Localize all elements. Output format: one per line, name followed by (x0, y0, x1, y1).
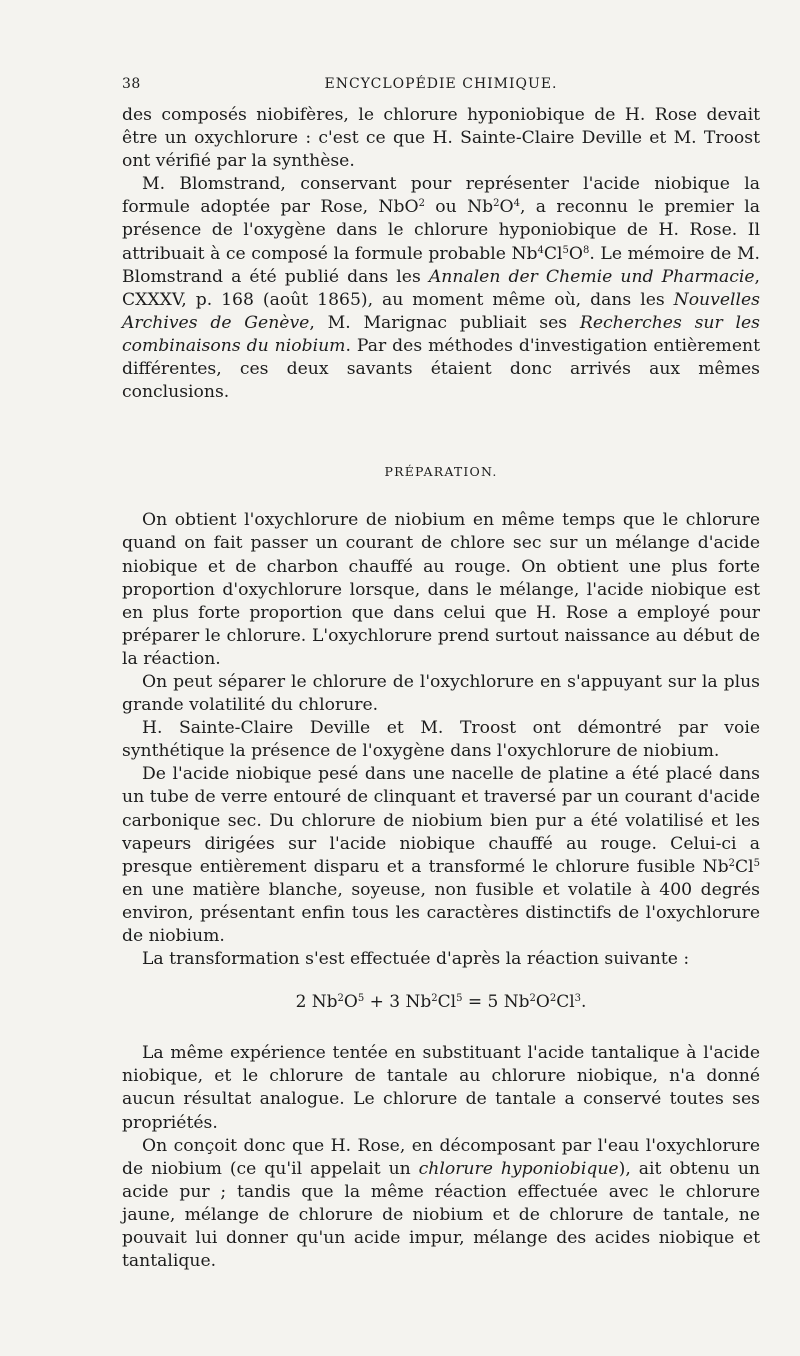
p6-sup-b: 5 (753, 857, 760, 869)
paragraph-3: On obtient l'oxychlorure de niobium en même temps que le chlorure quand on fait passer un courant de chlore sec sur un mélange d'acide niobique et de charbon chauffé au rouge. On obtient une plus forte proportion d'oxychlorure lorsque, dans le mélange, l'acide niobique est en plus forte proportion que dans celui que H. Rose a employé pour préparer le chlorure. L'oxychlorure prend surtout naissance au début de la réaction. (122, 510, 760, 669)
p2-text-j: . Par des méthodes d'investigation entièrement différentes, ces deux savants étaient donc arrivés aux mêmes conclusions. (122, 335, 760, 403)
paragraph-2 (122, 173, 760, 404)
paragraph-8: La même expérience tentée en substituant l'acide tantalique à l'acide niobique, et le chlorure de tantale au chlorure niobique, n'a donné aucun résultat analogue. Le chlorure de tantale a conservé toutes ses propriétés. (122, 1043, 760, 1133)
paragraph-6 (122, 763, 760, 948)
paragraph-4: On peut séparer le chlorure de l'oxychlorure en s'appuyant sur la plus grande volatilité du chlorure. (122, 671, 760, 716)
eq-part-2: O (343, 992, 358, 1013)
p2-sup-c: 4 (513, 198, 520, 210)
running-head (122, 76, 760, 104)
p2-text-c: O (499, 197, 514, 218)
eq-part-1: 2 Nb (295, 992, 338, 1013)
p2-text-f: O (568, 243, 583, 264)
p9-text-a: On conçoit donc que H. Rose, en décomposant par l'eau l'oxychlorure de niobium (ce qu'il appelait un (122, 1135, 760, 1179)
p2-sup-d: 4 (537, 244, 544, 256)
p2-sup-e: 5 (562, 244, 569, 256)
eq-part-8: . (581, 992, 587, 1013)
p2-text-d: , a reconnu le premier la présence de l'oxygène dans le chlorure hyponiobique de H. Rose. Il attribuait à ce composé la formule probable Nb (122, 197, 760, 264)
eq-part-4: Cl (437, 992, 457, 1013)
p2-text-h: , CXXXV, p. 168 (août 1865), au moment même où, dans les (122, 266, 760, 310)
page-number: 38 (122, 76, 141, 92)
body-text (122, 104, 760, 1273)
paragraph-5: H. Sainte-Claire Deville et M. Troost ont démontré par voie synthétique la présence de l'oxygène dans l'oxychlorure de niobium. (122, 718, 760, 762)
eq-sup-6: 2 (549, 993, 557, 1005)
reaction-equation (122, 991, 760, 1014)
p2-sup-a: 2 (418, 198, 425, 210)
p2-text-b: ou Nb (424, 197, 494, 218)
p6-text-a: De l'acide niobique pesé dans une nacelle de platine a été placé dans un tube de verre entouré de clinquant et traversé par un courant d'acide carbonique sec. Du chlorure de niobium bien pur a été volatilisé et les vapeurs dirigées sur l'acide niobique chauffé au rouge. Celui-ci a presque entièrement disparu et a transformé le chlorure fusible Nb (122, 764, 760, 877)
eq-sup-1: 2 (337, 993, 344, 1005)
p2-sup-b: 2 (493, 198, 500, 210)
p6-text-b: Cl (734, 856, 754, 877)
p9-text-b: ), ait obtenu un acide pur ; tandis que la même réaction effectuée avec le chlorure jaune, mélange de chlorure de niobium et de chlorure de tantale, ne pouvait lui donner qu'un acide impur, mélange des acides niobique et tantalique. (122, 1158, 760, 1272)
header-title: ENCYCLOPÉDIE CHIMIQUE. (324, 76, 558, 92)
eq-part-7: Cl (556, 992, 575, 1013)
eq-sup-5: 2 (529, 993, 536, 1005)
term-chlorure-hyponiobique: chlorure hyponiobique (418, 1158, 619, 1179)
p2-sup-f: 8 (583, 244, 590, 256)
eq-part-6: O (535, 992, 550, 1013)
p2-text-i: , M. Marignac publiait ses (309, 312, 580, 333)
paragraph-1: des composés niobifères, le chlorure hyponiobique de H. Rose devait être un oxychlorure : c'est ce que H. Sainte-Claire Deville et M. Troost ont vérifié par la synthèse. (122, 105, 760, 172)
eq-part-3: + 3 Nb (364, 992, 432, 1013)
p2-text-e: Cl (543, 243, 563, 264)
p2-text-a: M. Blomstrand, conservant pour représenter l'acide niobique la formule adoptée par Rose, NbO (122, 174, 760, 218)
eq-sup-2: 5 (357, 993, 365, 1005)
p2-text-g: . Le mémoire de M. Blomstrand a été publié dans les (122, 243, 761, 287)
journal-title-archives: Nouvelles Archives de Genève (122, 289, 760, 333)
p6-text-c: en une matière blanche, soyeuse, non fusible et volatile à 400 degrés environ, présentant enfin tous les caractères distinctifs de l'oxychlorure de niobium. (122, 879, 760, 946)
section-title-preparation: PRÉPARATION. (384, 464, 498, 480)
work-title-recherches: Recherches sur les combinaisons du niobium (122, 312, 760, 356)
eq-sup-7: 3 (574, 993, 582, 1005)
p6-sup-a: 2 (728, 857, 735, 869)
paragraph-9 (122, 1135, 760, 1274)
journal-title-annalen: Annalen der Chemie und Pharmacie (428, 266, 755, 287)
eq-sup-4: 5 (456, 993, 463, 1005)
eq-part-5: = 5 Nb (462, 992, 530, 1013)
paragraph-7: La transformation s'est effectuée d'après la réaction suivante : (142, 949, 690, 970)
eq-sup-3: 2 (431, 993, 438, 1005)
